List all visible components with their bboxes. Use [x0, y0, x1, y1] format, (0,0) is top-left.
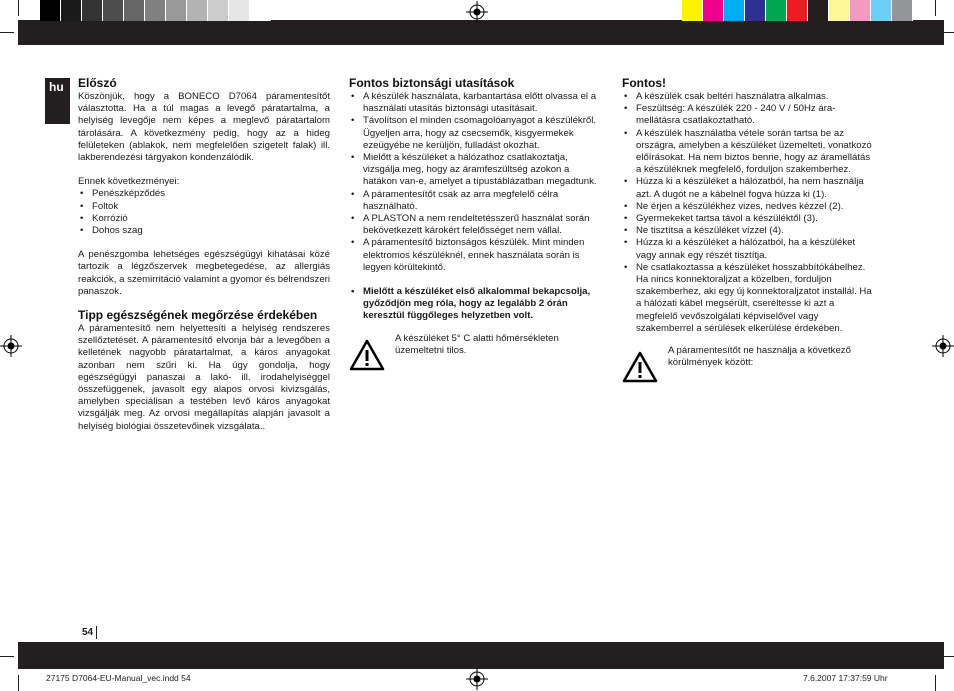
list-item: • Korrózió — [78, 213, 330, 225]
crop-mark — [0, 656, 14, 657]
safety-list — [349, 91, 601, 274]
language-tab-label: hu — [49, 80, 64, 94]
list-item: • A készülék használata, karbantartása előtt olvassa el a használati utasítás biztonsági utasításait. — [349, 91, 601, 115]
mould-effects-paragraph: A penészgomba lehetséges egészségügyi kihatásai közé tartozik a légzőszervek megbetegedése, az allergiás reakciók, a szemirritáció valamint a gyomor és bélrendszeri panaszok. — [78, 249, 330, 297]
color-swatch — [103, 0, 124, 21]
crop-mark — [935, 0, 936, 16]
color-swatch — [766, 0, 787, 21]
list-item: • Feszültség: A készülék 220 - 240 V / 50Hz ára-mellátásra csatlakoztatható. — [622, 103, 874, 127]
list-item: • Penészképződés — [78, 188, 330, 200]
list-item: • A készülék használatba vétele során tartsa be az országra, amelyben a készüléket üzemelteti, vonatkozó előírásokat. Ha nem biztos benne, hogy az áramellátás a készüléknek megfelelő, forduljon szakemberhez. — [622, 128, 874, 177]
top-print-bar — [18, 20, 944, 45]
column-important — [622, 76, 874, 383]
color-swatch — [682, 0, 703, 21]
warning-block — [349, 333, 601, 371]
health-tip-paragraph: A páramentesítő nem helyettesíti a helyiség rendszeres szellőztetését. A páramentesítő elvonja bár a levegőben a kelletének nagyobb páratartalmat, a káros anyagokat azonban nem szűri ki. Ha úgy gondolja, hogy egészségügyi panaszai a lakó- ill. irodahelyiséggel összefüggenek, javasolt egy alapos orvosi kivizsgálás, amelyben speciálisan a testében levő káros anyagokat vizsgálják meg. Az orvosi megállapítás alapján javasolt a helyiség biológiai összetevőinek vizsgálata.. — [78, 323, 330, 432]
heading-foreword: Előszó — [78, 76, 117, 90]
color-swatch — [745, 0, 766, 21]
safety-list-bold — [349, 286, 601, 323]
crop-mark — [0, 32, 14, 33]
heading-safety: Fontos biztonsági utasítások — [349, 76, 515, 90]
list-item: • A készülék csak beltéri használatra alkalmas. — [622, 91, 874, 103]
color-swatch — [892, 0, 913, 21]
registration-mark-icon — [0, 335, 22, 357]
important-list — [622, 91, 874, 335]
list-item: • Ne tisztítsa a készüléket vízzel (4). — [622, 225, 874, 237]
heading-important: Fontos! — [622, 76, 666, 90]
color-swatch — [124, 0, 145, 21]
color-swatch — [829, 0, 850, 21]
registration-mark-icon — [932, 335, 954, 357]
warning-block — [622, 345, 874, 383]
consequences-intro: Ennek következményei: — [78, 176, 180, 188]
heading-health-tip: Tipp egészségének megőrzése érdekében — [78, 308, 318, 323]
warning-triangle-icon — [622, 351, 658, 383]
list-item: • Gyermekeket tartsa távol a készüléktől (3). — [622, 213, 874, 225]
color-swatch — [166, 0, 187, 21]
list-item: • Foltok — [78, 201, 330, 213]
column-foreword — [78, 76, 330, 433]
crop-mark — [940, 656, 954, 657]
list-item: • Távolítson el minden csomagolóanyagot a készülékről. Ügyeljen arra, hogy az csecsemők, kisgyermekek ezeügyébe ne kerüljön, fulladást okozhat. — [349, 115, 601, 152]
color-swatch — [145, 0, 166, 21]
list-item: • Húzza ki a készüléket a hálózatból, ha nem használja azt. A dugót ne a kábelnél fogva húzza ki (1). — [622, 176, 874, 200]
color-swatch — [787, 0, 808, 21]
color-swatch — [850, 0, 871, 21]
warning-text: A páramentesítőt ne használja a következő körülmények között: — [668, 345, 851, 369]
gray-color-swatches — [40, 0, 271, 21]
crop-mark — [18, 0, 19, 16]
color-swatch — [40, 0, 61, 21]
list-item: • Húzza ki a készüléket a hálózatból, ha a készüléket vagy annak egy részét tisztítja. — [622, 237, 874, 261]
footer-timestamp: 7.6.2007 17:37:59 Uhr — [803, 673, 888, 683]
process-color-swatches — [682, 0, 913, 21]
color-swatch — [229, 0, 250, 21]
list-item: • Dohos szag — [78, 225, 330, 237]
footer-file-info: 27175 D7064-EU-Manual_vec.indd 54 — [46, 673, 191, 683]
color-swatch — [724, 0, 745, 21]
list-item-bold: • Mielőtt a készüléket első alkalommal bekapcsolja, győződjön meg róla, hogy az legalább 2 órán keresztül függőleges helyzetben volt. — [349, 286, 601, 323]
warning-text: A készüléket 5° C alatti hőmérsékleten üzemeltetni tilos. — [395, 332, 559, 356]
list-item: • Ne csatlakoztassa a készüléket hosszabbítókábelhez. Ha nincs konnektoraljzat a közelben, forduljon szakemberhez, aki egy új konnektoraljzatot installál. Ha a hálózati kábel megsérült, cseréltesse ki azt a megfelelő vevőszolgálati képviselővel vagy szakemberrel a sérülések elkerülése érdekében. — [622, 262, 874, 335]
color-swatch — [208, 0, 229, 21]
page-number: 54 — [79, 626, 97, 639]
registration-mark-icon — [466, 1, 488, 23]
color-swatch — [871, 0, 892, 21]
list-item: • A páramentesítő biztonságos készülék. Mint minden elektromos készüléknél, ennek használata során is legyen körültekintő. — [349, 237, 601, 274]
color-swatch — [187, 0, 208, 21]
list-item: • A PLASTON a nem rendeltetésszerű használat során bekövetkezett károkért felelősséget nem vállal. — [349, 213, 601, 237]
color-swatch — [250, 0, 271, 21]
color-swatch — [703, 0, 724, 21]
color-swatch — [61, 0, 82, 21]
column-safety — [349, 76, 601, 371]
color-swatch — [808, 0, 829, 21]
list-item: • Mielőtt a készüléket a hálózathoz csatlakoztatja, vizsgálja meg, hogy az áramfeszültség azokon a hatákon van-e, amelyet a típustáblázatban megadtunk. — [349, 152, 601, 189]
list-item: • A páramentesítőt csak az arra megfelelő célra használható. — [349, 189, 601, 213]
crop-mark — [935, 675, 936, 691]
crop-mark — [940, 32, 954, 33]
consequences-list — [78, 188, 330, 237]
registration-mark-icon — [466, 668, 488, 690]
foreword-paragraph: Köszönjük, hogy a BONECO D7064 páramentesítőt választotta. Ha a túl magas a levegő páratartalma, a helyiség levegője nem képes a meglevő páratartalom tárolására. A következmény pedig, hogy az a hideg felületeken (ablakok, nem megfelelően szigetelt falak) ill. lakberendezési tárgyakon kondenzálódik. — [78, 91, 330, 164]
warning-triangle-icon — [349, 339, 385, 371]
crop-mark — [18, 675, 19, 691]
bottom-print-bar — [18, 642, 944, 669]
color-swatch — [82, 0, 103, 21]
list-item: • Ne érjen a készülékhez vizes, nedves kézzel (2). — [622, 201, 874, 213]
